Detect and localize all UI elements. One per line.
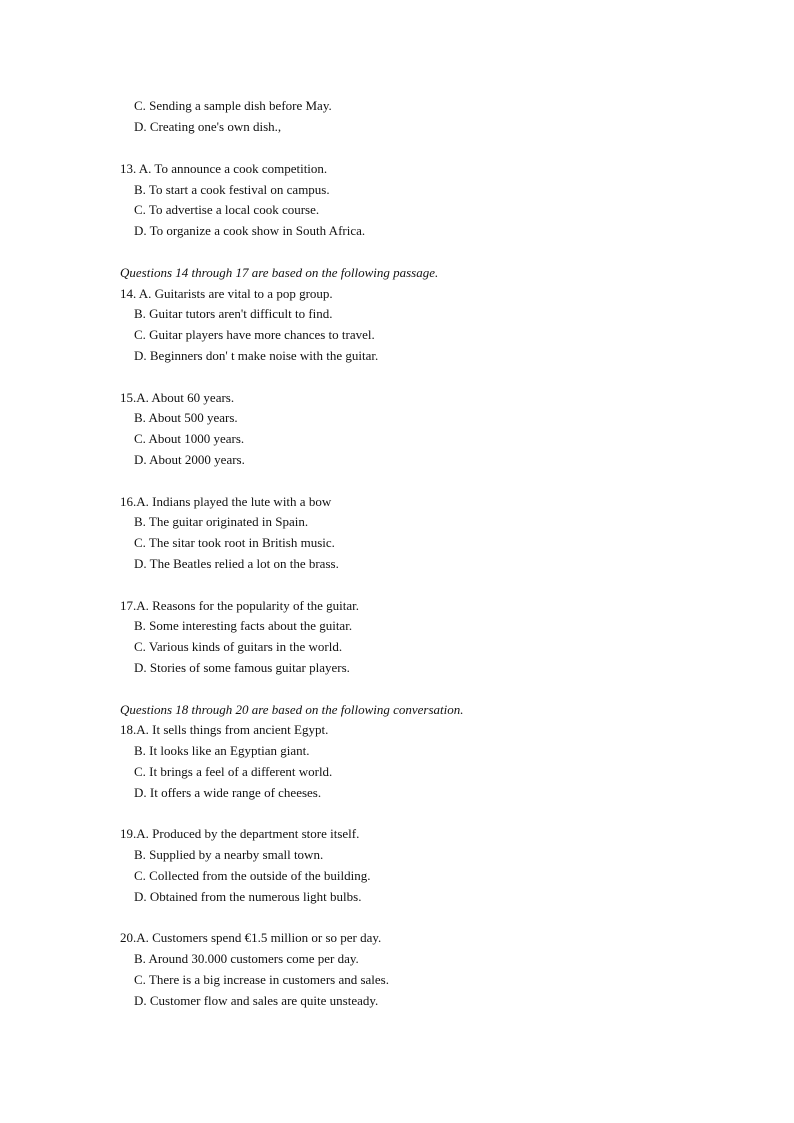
q17-option-b: B. Some interesting facts about the guitar.: [134, 618, 353, 633]
q13-option-a: 13. A. To announce a cook competition.: [120, 161, 328, 176]
section-heading-14-17: Questions 14 through 17 are based on the following passage.: [120, 265, 439, 280]
q19-option-d: D. Obtained from the numerous light bulbs.: [134, 889, 362, 904]
q13-option-c: C. To advertise a local cook course.: [134, 202, 320, 217]
q16-option-c: C. The sitar took root in British music.: [134, 535, 335, 550]
q15-option-b: B. About 500 years.: [134, 410, 238, 425]
q17-option-c: C. Various kinds of guitars in the world.: [134, 639, 343, 654]
q19-option-a: 19.A. Produced by the department store itself.: [120, 826, 360, 841]
q14-option-c: C. Guitar players have more chances to travel.: [134, 327, 375, 342]
q18-option-a: 18.A. It sells things from ancient Egypt.: [120, 722, 329, 737]
q14-option-a: 14. A. Guitarists are vital to a pop group.: [120, 286, 333, 301]
q15-option-d: D. About 2000 years.: [134, 452, 245, 467]
q16-option-a: 16.A. Indians played the lute with a bow: [120, 494, 332, 509]
q14-option-b: B. Guitar tutors aren't difficult to find.: [134, 306, 333, 321]
q13-option-d: D. To organize a cook show in South Africa.: [134, 223, 366, 238]
q16-option-b: B. The guitar originated in Spain.: [134, 514, 309, 529]
q19-option-c: C. Collected from the outside of the building.: [134, 868, 371, 883]
q12-option-c: C. Sending a sample dish before May.: [134, 98, 332, 113]
q13-option-b: B. To start a cook festival on campus.: [134, 182, 330, 197]
q14-option-d: D. Beginners don' t make noise with the guitar.: [134, 348, 379, 363]
q19-option-b: B. Supplied by a nearby small town.: [134, 847, 324, 862]
q15-option-a: 15.A. About 60 years.: [120, 390, 235, 405]
q20-option-d: D. Customer flow and sales are quite unsteady.: [134, 993, 379, 1008]
q17-option-d: D. Stories of some famous guitar players.: [134, 660, 350, 675]
q20-option-c: C. There is a big increase in customers and sales.: [134, 972, 389, 987]
section-heading-18-20: Questions 18 through 20 are based on the following conversation.: [120, 702, 464, 717]
q18-option-b: B. It looks like an Egyptian giant.: [134, 743, 310, 758]
q20-option-a: 20.A. Customers spend €1.5 million or so per day.: [120, 930, 382, 945]
q18-option-d: D. It offers a wide range of cheeses.: [134, 785, 322, 800]
q18-option-c: C. It brings a feel of a different world.: [134, 764, 333, 779]
q20-option-b: B. Around 30.000 customers come per day.: [134, 951, 359, 966]
q17-option-a: 17.A. Reasons for the popularity of the guitar.: [120, 598, 360, 613]
q12-option-d: D. Creating one's own dish.,: [134, 119, 282, 134]
q16-option-d: D. The Beatles relied a lot on the brass.: [134, 556, 339, 571]
q15-option-c: C. About 1000 years.: [134, 431, 245, 446]
